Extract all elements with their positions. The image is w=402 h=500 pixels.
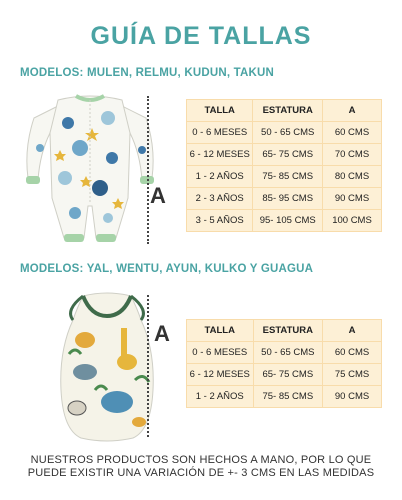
page-title: GUÍA DE TALLAS: [90, 22, 312, 50]
header-a: A: [323, 100, 382, 122]
table-row: [187, 166, 382, 188]
cell-talla: 0 - 6 MESES: [187, 342, 254, 364]
cell-estatura: 65- 75 CMS: [253, 364, 323, 386]
header-a: A: [323, 320, 382, 342]
cell-a: 60 CMS: [323, 122, 382, 144]
cell-estatura: 85- 95 CMS: [253, 188, 323, 210]
table-row: [187, 188, 382, 210]
cell-talla: 2 - 3 AÑOS: [187, 188, 253, 210]
dimension-label-2: A: [154, 321, 170, 346]
header-estatura: ESTATURA: [253, 320, 323, 342]
cell-estatura: 95- 105 CMS: [253, 210, 323, 232]
handmade-note: [0, 454, 402, 480]
cell-a: 80 CMS: [323, 166, 382, 188]
header-estatura: ESTATURA: [253, 100, 323, 122]
cell-estatura: 50 - 65 CMS: [253, 342, 323, 364]
sleeping-bag-illustration: [55, 290, 160, 442]
cell-talla: 3 - 5 AÑOS: [187, 210, 253, 232]
table-row: [187, 144, 382, 166]
size-table-1: [186, 99, 382, 232]
cell-a: 60 CMS: [323, 342, 382, 364]
cell-talla: 1 - 2 AÑOS: [187, 386, 254, 408]
table-row: [187, 386, 382, 408]
cell-a: 75 CMS: [323, 364, 382, 386]
cell-a: 100 CMS: [323, 210, 382, 232]
header-talla: TALLA: [187, 320, 254, 342]
cell-estatura: 75- 85 CMS: [253, 166, 323, 188]
table-row: [187, 210, 382, 232]
note-line-1: NUESTROS PRODUCTOS SON HECHOS A MANO, POR LO QUE: [30, 454, 372, 466]
height-dimension-line-2: [147, 295, 149, 437]
cell-talla: 0 - 6 MESES: [187, 122, 253, 144]
cell-talla: 1 - 2 AÑOS: [187, 166, 253, 188]
cell-estatura: 75- 85 CMS: [253, 386, 323, 408]
size-table-2: [186, 319, 382, 408]
table-row: [187, 364, 382, 386]
cell-a: 90 CMS: [323, 188, 382, 210]
header-talla: TALLA: [187, 100, 253, 122]
table-row: [187, 342, 382, 364]
models-heading-1: MODELOS: MULEN, RELMU, KUDUN, TAKUN: [20, 67, 275, 79]
models-heading-2: MODELOS: YAL, WENTU, AYUN, KULKO Y GUAGUA: [20, 263, 314, 275]
table-header-row: [187, 100, 382, 122]
cell-a: 90 CMS: [323, 386, 382, 408]
note-line-2: PUEDE EXISTIR UNA VARIACIÓN DE +- 3 CMS EN LAS MEDIDAS: [27, 467, 375, 479]
cell-estatura: 65- 75 CMS: [253, 144, 323, 166]
sleepsuit-illustration: [20, 88, 160, 248]
cell-talla: 6 - 12 MESES: [187, 364, 254, 386]
table-header-row: [187, 320, 382, 342]
table-row: [187, 122, 382, 144]
cell-a: 70 CMS: [323, 144, 382, 166]
cell-estatura: 50 - 65 CMS: [253, 122, 323, 144]
cell-talla: 6 - 12 MESES: [187, 144, 253, 166]
height-dimension-line-1: [147, 96, 149, 244]
dimension-label-1: A: [150, 183, 166, 208]
